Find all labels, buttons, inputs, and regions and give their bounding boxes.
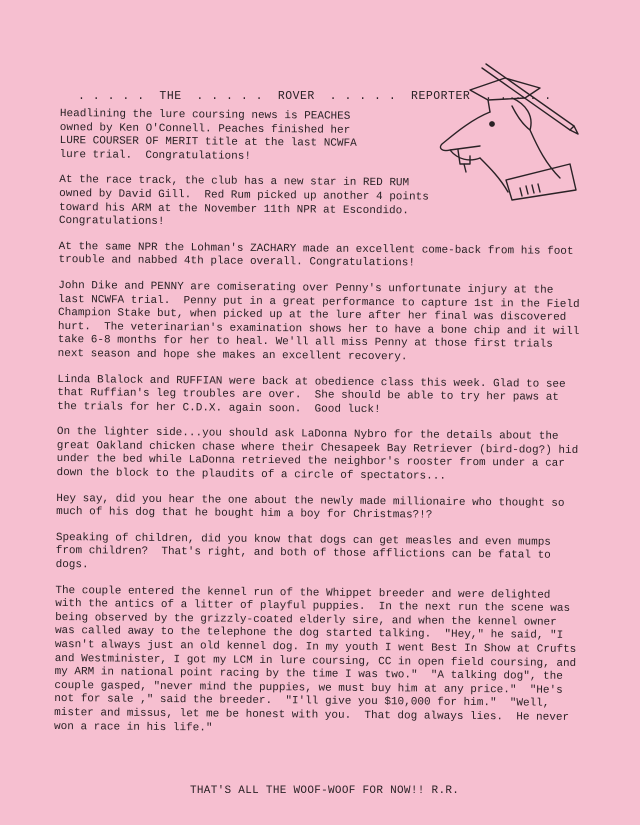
news-paragraph: The couple entered the kennel run of the Whippet breeder and were delighted with the antics of a litter of playful puppies. In the next run the scene was being observed by the grizzly-coated elderly sire, and when the kennel owner was called away to the telephone the dog started talking. "Hey," he said, "I wasn't always just an old kennel dog. In my youth I went Best In Show at Crufts and Westminister, I got my LCM in lure coursing, CC in open field coursing, and my ARM in national point racing by the time I was two." "A talking dog", the couple gasped, "never mind the puppies, we must buy him at any price." "He's not for sale ," said the breeder. "I'll give you $10,000 for him." "Well, mister and missus, let me be honest with you. That dog always lies. He never won a race in his life." xyxy=(54,584,583,735)
news-paragraph: Headlining the lure coursing news is PEACHES owned by Ken O'Connell. Peaches finished her LURE COURSER OF MERIT title at the last NCWFA lure trial. Congratulations! xyxy=(59,108,364,163)
news-paragraph: Linda Blalock and RUFFIAN were back at obedience class this week. Glad to see that Ruffian's leg troubles are over. She should be able to try her paws at the trials for her C.D.X. again soon. Good luck! xyxy=(57,373,573,416)
news-paragraph: At the same NPR the Lohman's ZACHARY made an excellent come-back from his foot trouble and nabbed 4th place overall. Congratulations! xyxy=(58,240,581,270)
newsletter-title: . . . . . THE . . . . . ROVER . . . . . REPORTER . . . . . xyxy=(78,90,552,103)
news-paragraph: On the lighter side...you should ask LaDonna Nybro for the details about the great Oakland chicken chase where their Chesapeek Bay Retriever (bird-dog?) hid under the bed while LaDonna retrieved the neighbor's rooster from under a car down the block to the plaudits of a circle of spectators... xyxy=(56,426,585,483)
news-paragraph: John Dike and PENNY are comiserating over Penny's unfortunate injury at the last NCWFA trial. Penny put in a great performance to capture 1st in the Field Champion Stake but, when picked up at the lure after her final was discovered hurt. The veterinarian's examination shows her to have a bone chip and it will take 6-8 months for her to heal. We'll all miss Penny at those first trials next season and hope she makes an excellent recovery. xyxy=(57,279,587,364)
news-paragraph: Speaking of children, did you know that dogs can get measles and even mumps from children? That's right, and both of those afflictions can be fatal to dogs. xyxy=(55,531,558,572)
news-paragraph: Hey say, did you hear the one about the newly made millionaire who thought so much of his dog that he bought him a boy for Christmas?!? xyxy=(56,492,572,522)
news-paragraph: At the race track, the club has a new star in RED RUM owned by David Gill. Red Rum picked up another 4 points toward his ARM at the November 11th NPR at Escondido. Congratulations! xyxy=(58,174,436,229)
article-body xyxy=(54,108,587,751)
signoff-text: THAT'S ALL THE WOOF-WOOF FOR NOW!! R.R. xyxy=(190,785,460,797)
